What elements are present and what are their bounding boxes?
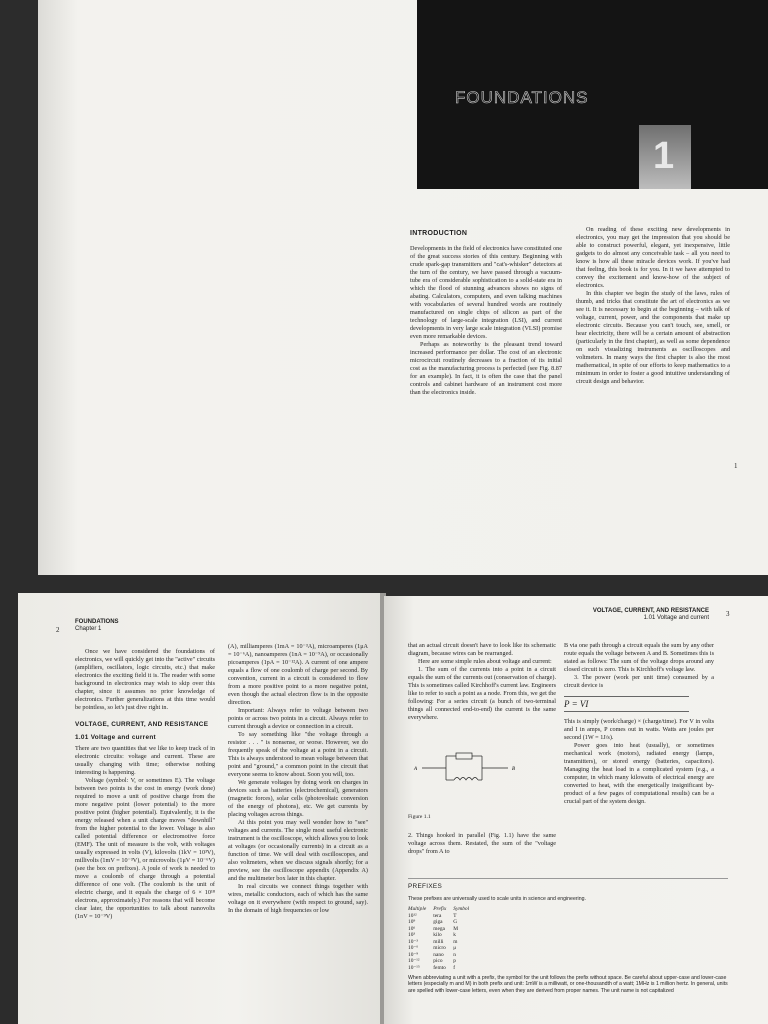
- prefixes-note: When abbreviating a unit with a prefix, the symbol for the unit follows the prefix without space. Be careful about upper-case and lower-case letters (especially m and M) in both prefix and unit: 1mW is a milliwatt, or one-thousandth of a watt; 1MHz is 1 million hertz. In general, units are spelled with lower-case letters, even when they are derived from proper names. The unit name is not capitalized: [408, 975, 728, 994]
- header-symbol: Symbol: [453, 906, 470, 912]
- prefix-multiple: 10⁹: [408, 919, 416, 925]
- paragraph: Perhaps as noteworthy is the pleasant trend toward increased performance per dollar. The cost of an electronic microcircuit routinely decreases to a fraction of its initial cost as the manufacturing process is perfected (see Fig. 8.87 for an example). In fact, it is often the case that the panel controls and cabinet hardware of an instrument cost more than the electronics inside.: [410, 341, 562, 396]
- power-text: [564, 718, 714, 806]
- prefixes-box: [408, 878, 728, 994]
- intro-text-col2: [576, 226, 730, 386]
- prefix-name: giga: [433, 919, 443, 925]
- running-head: [75, 619, 119, 633]
- paragraph: Voltage (symbol: V, or sometimes E). The voltage between two points is the cost in energy (work done) required to move a unit of positive charge from the more negative point (lower potential) to the more positive point (higher potential). Equivalently, it is the energy released when a unit charge moves "downhill" from the higher potential to the lower. Voltage is also called potential difference or electromotive force (EMF). The unit of measure is the volt, with voltages usually expressed in volts (V), kilovolts (1kV = 10³V), millivolts (1mV = 10⁻³V), or microvolts (1μV = 10⁻⁶V) (see the box on prefixes). A joule of work is needed to move a coulomb of charge through a potential difference of one volt. (The coulomb is the unit of electric charge, and it equals the charge of 6 × 10¹⁸ electrons, approximately.) For reasons that will become clear later, the opportunities to talk about nanovolts (1nV = 10⁻⁹V): [75, 777, 215, 920]
- prefix-symbol: k: [453, 932, 456, 938]
- prefix-symbol: M: [453, 925, 459, 932]
- figure-caption: Figure 1.1: [408, 814, 431, 820]
- page3-column-1: [408, 642, 556, 722]
- fig-label-b: B: [512, 767, 516, 772]
- running-head: [559, 608, 709, 622]
- prefix-row: [408, 965, 476, 972]
- prefix-multiple: 10⁻¹⁵: [408, 964, 420, 971]
- prefix-name: nano: [433, 951, 444, 958]
- prefix-table: [408, 906, 476, 971]
- paragraph: (A), milliamperes (1mA = 10⁻³A), microamperes (1μA = 10⁻⁶A), nanoamperes (1nA = 10⁻⁹A), or occasionally picoamperes (1pA = 10⁻¹²A). A current of one ampere equals a flow of one coulomb of charge per second. By convention, current in a circuit is considered to flow from a more positive point to a more negative point, even though the actual electron flow is in the opposite direction.: [228, 643, 368, 706]
- prefix-table-header: [408, 906, 476, 913]
- header-prefix: Prefix: [433, 906, 447, 912]
- paragraph: 2. Things hooked in parallel (Fig. 1.1) have the same voltage across them. Restated, the sum of the "voltage drops" from A to: [408, 832, 556, 855]
- chapter-banner: [417, 0, 768, 189]
- paragraph: Power goes into heat (usually), or sometimes mechanical work (motors), radiated energy (lamps, transmitters), or stored energy (batteries, capacitors). Managing the heat load in a complicated system (e.g., a computer, in which many kilowatts of electrical energy are converted to heat, with the energetically insignificant by-product of a few pages of computational results) can be a crucial part of the system design.: [564, 742, 714, 805]
- prefix-name: pico: [433, 958, 443, 964]
- prefix-name: tera: [433, 912, 442, 919]
- paragraph: At this point you may well wonder how to "see" voltages and currents. The single most useful electronic instrument is the oscilloscope, which allows you to look at voltages (or occasionally currents) in a circuit as a function of time. We will deal with oscilloscopes, and also voltmeters, when we discuss signals shortly; for a preview, see the oscilloscope appendix (Appendix A) and the multimeter box later in this chapter.: [228, 819, 368, 882]
- paragraph: 1. The sum of the currents into a point in a circuit equals the sum of the currents out (conservation of charge). This is sometimes called Kirchhoff's current law. Engineers like to refer to such a point as a node. From this, we get the following: For a series circuit (a bunch of two-terminal things all connected end-to-end) the current is the same everywhere.: [408, 666, 556, 721]
- prefix-name: femto: [433, 964, 446, 971]
- paragraph: To say something like "the voltage through a resistor . . . " is nonsense, or worse. However, we do frequently speak of the voltage at a point in a circuit. This is always understood to mean voltage between that point and "ground," a common point in the circuit that everyone seems to know about. Soon you will, too.: [228, 731, 368, 778]
- prefix-multiple: 10⁻⁹: [408, 951, 419, 958]
- prefix-name: kilo: [433, 932, 442, 938]
- intro-column-1: [410, 230, 562, 397]
- prefix-symbol: m: [453, 938, 458, 945]
- chapter-number: 1: [653, 135, 675, 177]
- paragraph: There are two quantities that we like to keep track of in electronic circuits: voltage and current. These are usually changing with time; otherwise nothing interesting is happening.: [75, 745, 215, 776]
- paragraph: This is simply (work/charge) × (charge/time). For V in volts and I in amps, P comes out in watts. Watts are joules per second (1W = 1J/s).: [564, 718, 714, 741]
- running-head-title: FOUNDATIONS: [75, 619, 119, 625]
- chapter-number-box: [639, 125, 691, 189]
- section-title-introduction: INTRODUCTION: [410, 230, 468, 237]
- running-head-title: VOLTAGE, CURRENT, AND RESISTANCE: [592, 608, 709, 614]
- page-1: [38, 0, 768, 575]
- prefix-multiple: 10⁻³: [408, 938, 418, 945]
- page-number: 3: [726, 610, 730, 618]
- paragraph: We generate voltages by doing work on charges in devices such as batteries (electrochemical), generators (magnetic forces), solar cells (photovoltaic conversion of the energy of photons), etc. We get currents by placing voltages across things.: [228, 779, 368, 818]
- page3-column-2: [564, 642, 714, 806]
- prefix-symbol: G: [453, 919, 458, 925]
- paragraph: 3. The power (work per unit time) consumed by a circuit device is: [564, 674, 714, 689]
- paragraph: Important: Always refer to voltage between two points or across two points in a circuit. Always refer to current through a device or connection in a circuit.: [228, 707, 368, 730]
- paragraph: In this chapter we begin the study of the laws, rules of thumb, and tricks that constitute the art of electronics as we see it. It is necessary to begin at the beginning – with talk of voltage, current, power, and the components that make up electronic circuits. Because you can't touch, see, smell, or hear electricity, there will be a certain amount of abstraction (particularly in the first chapter), as well as some dependence on such visualizing instruments as oscilloscopes and voltmeters. In many ways the first chapter is also the most mathematical, in spite of our efforts to keep mathematics to a minimum in order to foster a good intuitive understanding of circuit design and behavior.: [576, 290, 730, 385]
- prefix-multiple: 10⁻¹²: [408, 958, 420, 964]
- figure-1-1-diagram: [408, 744, 528, 794]
- subsection-title: 1.01 Voltage and current: [75, 734, 156, 741]
- banner-title: FOUNDATIONS: [455, 88, 589, 107]
- fig-label-a: A: [414, 767, 418, 772]
- prefix-symbol: T: [453, 912, 457, 919]
- prefix-multiple: 10¹²: [408, 912, 417, 919]
- running-head-section: 1.01 Voltage and current: [643, 615, 709, 621]
- paragraph: that an actual circuit doesn't have to look like its schematic diagram, because wires can be rearranged.: [408, 642, 556, 657]
- parallel-text: [408, 832, 556, 856]
- prefix-name: milli: [433, 938, 444, 945]
- power-formula: P = VI: [564, 696, 689, 712]
- paragraph: Here are some simple rules about voltage and current:: [418, 658, 552, 665]
- page2-column-1: [75, 648, 215, 921]
- current-text: [228, 643, 368, 915]
- paragraph: In real circuits we connect things together with wires, metallic conductors, each of which has the same voltage on it everywhere (with respect to ground, say). In the domain of high frequencies or low: [228, 883, 368, 914]
- page-2: [18, 593, 382, 1024]
- header-multiple: Multiple: [408, 906, 427, 912]
- prefix-multiple: 10⁶: [408, 925, 416, 932]
- section-title-voltage: VOLTAGE, CURRENT, AND RESISTANCE: [75, 721, 209, 728]
- paragraph: On reading of these exciting new developments in electronics, you may get the impression that you should be able to construct powerful, elegant, yet inexpensive, little gadgets to do almost any conceivable task – all you need to know is how all these miracle devices work. If you've had that feeling, this book is for you. In it we have attempted to convey the excitement and know-how of the subject of electronics.: [576, 226, 730, 289]
- prefix-symbol: f: [453, 964, 456, 971]
- prefixes-intro: These prefixes are universally used to scale units in science and engineering.: [408, 896, 586, 902]
- kirchhoff-text: [564, 642, 714, 690]
- prefix-symbol: n: [453, 951, 456, 958]
- prefix-symbol: μ: [453, 945, 457, 951]
- paragraph: Once we have considered the foundations of electronics, we will quickly get into the "active" circuits (amplifiers, oscillators, logic circuits, etc.) that make electronics the exciting field it is. The reader with some background in electronics may wish to skip over this chapter, since it assumes no prior knowledge of electronics. Further generalizations at this time would be pointless, so let's just dive right in.: [75, 648, 215, 711]
- paragraph: B via one path through a circuit equals the sum by any other route equals the voltage between A and B. Sometimes this is stated as follows: The sum of the voltage drops around any closed circuit is zero. This is Kirchhoff's voltage law.: [564, 642, 714, 673]
- page-3: [384, 596, 768, 1024]
- paragraph: Developments in the field of electronics have constituted one of the great success stories of this century. Beginning with crude spark-gap transmitters and "cat's-whisker" detectors at the turn of the century, we have passed through a vacuum-tube era of considerable sophistication to a solid-state era in which the flood of stunning advances shows no signs of abating. Calculators, computers, and even talking machines with vocabularies of several hundred words are routinely manufactured on single chips of silicon as part of the technology of large-scale integration (LSI), and current developments in very large scale integration (VLSI) promise even more remarkable devices.: [410, 245, 562, 340]
- prefix-name: micro: [433, 945, 446, 951]
- page3-column-1b: [408, 832, 556, 856]
- rules-text: [408, 642, 556, 722]
- intro-paragraph: [75, 648, 215, 712]
- voltage-text: [75, 745, 215, 921]
- page-number: 2: [56, 626, 60, 634]
- running-head-chapter: Chapter 1: [75, 626, 102, 632]
- prefixes-title: PREFIXES: [408, 883, 443, 890]
- prefix-symbol: p: [453, 958, 456, 964]
- page-number: 1: [734, 462, 738, 470]
- prefix-multiple: 10⁻⁶: [408, 945, 419, 951]
- prefix-multiple: 10³: [408, 932, 416, 938]
- prefix-name: mega: [433, 925, 445, 932]
- intro-column-2: [576, 226, 730, 386]
- intro-text-col1: [410, 245, 562, 397]
- page2-column-2: [228, 643, 368, 915]
